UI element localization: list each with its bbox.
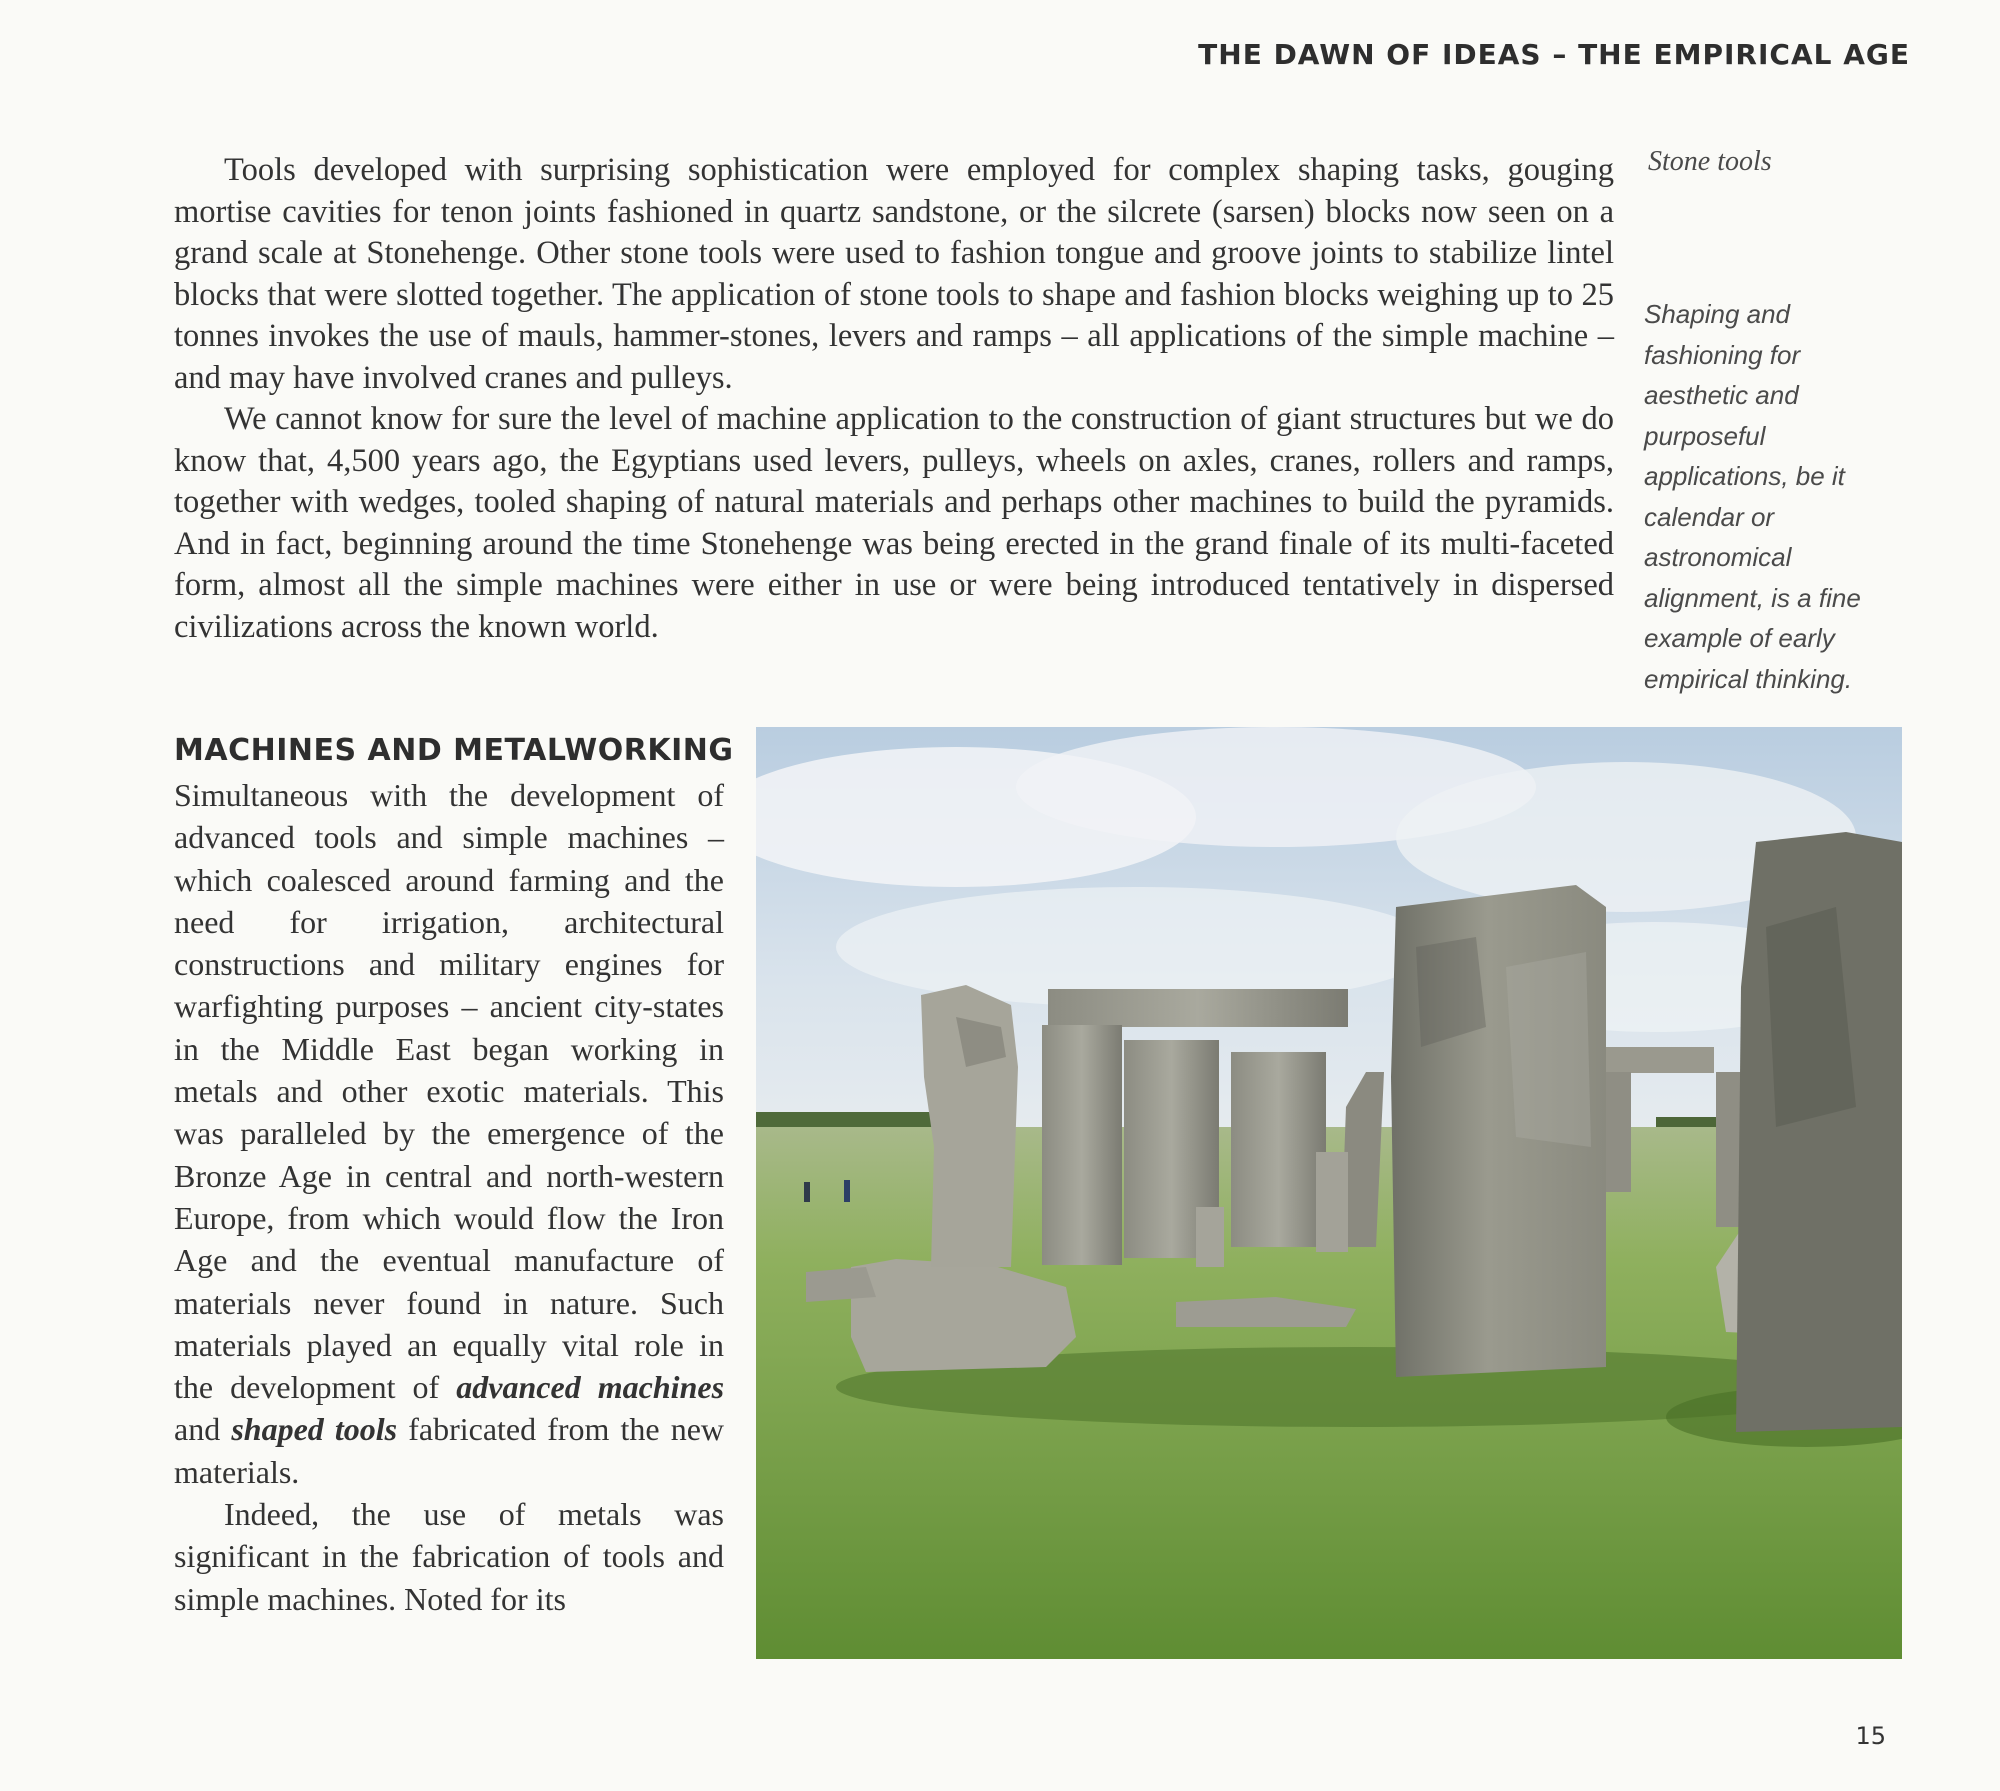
emphasis-advanced-machines: advanced machines bbox=[456, 1369, 725, 1406]
section-column-text bbox=[174, 774, 724, 1620]
body-paragraph: We cannot know for sure the level of machine application to the construction of giant structures but we do know that, 4,500 years ago, the Egyptians used levers, pulleys, wheels on axles, cranes, rollers and ramps, together with wedges, tooled shaping of natural materials and perhaps other machines to build the pyramids. And in fact, beginning around the time Stonehenge was being erected in the grand finale of its multi-faceted form, almost all the simple machines were either in use or were being introduced tentatively in dispersed civilizations across the known world. bbox=[174, 401, 1614, 645]
emphasis-shaped-tools: shaped tools bbox=[231, 1411, 398, 1448]
section-paragraph: Indeed, the use of metals was significant in the fabrication of tools and simple machines. Noted for its bbox=[174, 1496, 724, 1617]
main-body-text bbox=[174, 150, 1614, 648]
section-heading: MACHINES AND METALWORKING bbox=[174, 733, 734, 768]
body-paragraph: Tools developed with surprising sophistication were employed for complex shaping tasks, gouging mortise cavities for tenon joints fashioned in quartz sandstone, or the silcrete (sarsen) blocks now seen on a grand scale at Stonehenge. Other stone tools were used to fashion tongue and groove joints to stabilize lintel blocks that were slotted together. The application of stone tools to shape and fashion blocks weighing up to 25 tonnes invokes the use of mauls, hammer-stones, levers and ramps – all applications of the simple machine – and may have involved cranes and pulleys. bbox=[174, 152, 1614, 396]
margin-note: Shaping and fashioning for aesthetic and purposeful applications, be it calendar or astronomical alignment, is a fine example of early empirical thinking. bbox=[1644, 299, 1861, 694]
section-paragraph: Simultaneous with the development of advanced tools and simple machines – which coalesced around farming and the need for irrigation, architectural constructions and military engines for warfighting purposes – ancient city-states in the Middle East began working in metals and other exotic materials. This was paralleled by the emergence of the Bronze Age in central and north-western Europe, from which would flow the Iron Age and the eventual manufacture of materials never found in nature. Such materials played an equally vital role in the development of advanced machines and shaped tools fabricated from the new materials. bbox=[174, 777, 725, 1490]
margin-title: Stone tools bbox=[1648, 146, 1772, 177]
page-number: 15 bbox=[1855, 1722, 1886, 1750]
stonehenge-photo bbox=[756, 727, 1902, 1659]
running-head: THE DAWN OF IDEAS – THE EMPIRICAL AGE bbox=[1198, 38, 1910, 71]
